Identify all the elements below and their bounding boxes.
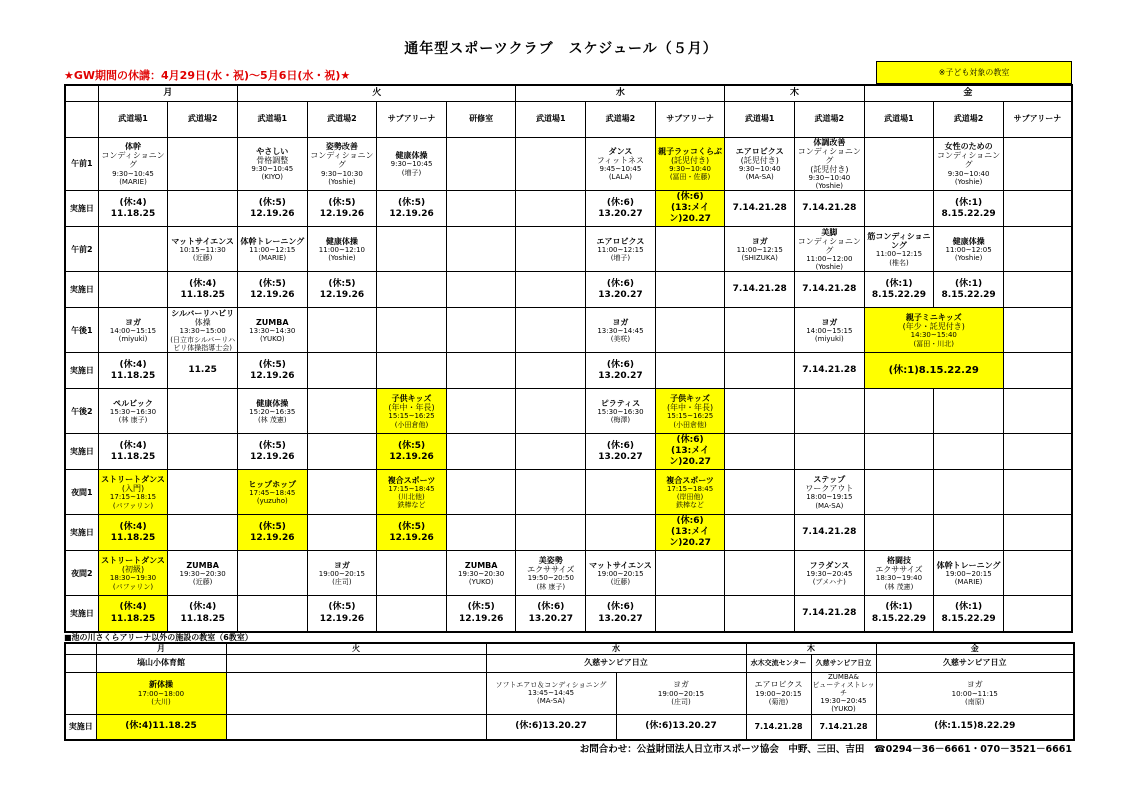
class-cell: エアロビクス 11:00~12:15 (増子) <box>586 227 656 272</box>
held-dates-cell <box>516 191 586 227</box>
held-dates-cell <box>377 272 447 308</box>
class-cell: ヨガ 14:00~15:15 (miyuki) <box>98 308 168 353</box>
class-cell: ヨガ 11:00~12:15 (SHIZUKA) <box>725 227 795 272</box>
class-cell <box>516 308 586 353</box>
class-cell <box>516 227 586 272</box>
held-dates-cell: (休:6) 13.20.27 <box>586 191 656 227</box>
class-cell <box>864 389 934 434</box>
class-cell: 姿勢改善 コンディショニング 9:30~10:30 (Yoshie) <box>307 137 377 191</box>
held-dates-cell: (休:1)8.15.22.29 <box>864 353 1003 389</box>
held-dates-cell <box>934 515 1004 551</box>
class-cell <box>1003 470 1072 515</box>
held-dates-cell: (休:5) 12.19.26 <box>307 596 377 632</box>
held-dates-cell: 7.14.21.28 <box>725 272 795 308</box>
class-cell: 健康体操 11:00~12:10 (Yoshie) <box>307 227 377 272</box>
held-dates-cell <box>446 191 516 227</box>
sub-held-mon: (休:4)11.18.25 <box>96 714 226 740</box>
held-dates-cell: (休:5) 12.19.26 <box>377 434 447 470</box>
held-dates-cell: (休:5) 12.19.26 <box>446 596 516 632</box>
class-cell <box>725 389 795 434</box>
held-dates-cell: (休:5) 12.19.26 <box>307 272 377 308</box>
class-cell <box>864 137 934 191</box>
held-dates-cell: (休:4) 11.18.25 <box>98 596 168 632</box>
row-label-am1: 午前1 <box>65 137 98 191</box>
held-dates-cell <box>168 191 238 227</box>
held-dates-cell <box>1003 596 1072 632</box>
class-cell: シルバーリハビリ 体操 13:30~15:00 (日立市シルバーリハ ビリ体操指導士会) <box>168 308 238 353</box>
held-dates-cell <box>1003 191 1072 227</box>
class-cell <box>307 308 377 353</box>
held-dates-cell: (休:1) 8.15.22.29 <box>864 596 934 632</box>
held-dates-cell: (休:5) 12.19.26 <box>237 353 307 389</box>
row-label-held: 実施日 <box>65 191 98 227</box>
held-dates-cell: (休:6) (13:メイン)20.27 <box>655 191 725 227</box>
venue-header: 武道場2 <box>795 101 865 137</box>
day-header-wed: 水 <box>516 85 725 101</box>
held-dates-cell <box>1003 353 1072 389</box>
class-cell: マットサイエンス 10:15~11:30 (近藤) <box>168 227 238 272</box>
venue-header: 武道場2 <box>168 101 238 137</box>
class-cell <box>168 470 238 515</box>
class-cell: 複合スポーツ 17:15~18:45 (川北他) 鉄棒など <box>377 470 447 515</box>
held-dates-cell: (休:6) 13.20.27 <box>586 596 656 632</box>
class-cell <box>446 308 516 353</box>
page-title: 通年型スポーツクラブ スケジュール（５月） <box>404 41 718 57</box>
held-dates-cell: 7.14.21.28 <box>795 596 865 632</box>
class-cell <box>446 137 516 191</box>
held-dates-cell: (休:4) 11.18.25 <box>98 434 168 470</box>
class-cell: ダンス フィットネス 9:45~10:45 (LALA) <box>586 137 656 191</box>
held-dates-cell: (休:5) 12.19.26 <box>237 434 307 470</box>
held-dates-cell: (休:5) 12.19.26 <box>307 191 377 227</box>
venue-header: 武道場2 <box>934 101 1004 137</box>
held-dates-cell: (休:4) 11.18.25 <box>98 191 168 227</box>
row-label-am2: 午前2 <box>65 227 98 272</box>
class-cell <box>725 308 795 353</box>
class-cell: ZUMBA 19:30~20:30 (近藤) <box>168 551 238 596</box>
class-cell <box>795 389 865 434</box>
held-dates-cell: (休:6) (13:メイン)20.27 <box>655 515 725 551</box>
held-dates-cell <box>168 434 238 470</box>
class-cell <box>934 389 1004 434</box>
other-venues-table <box>64 642 1075 741</box>
held-dates-cell: 7.14.21.28 <box>795 353 865 389</box>
sub-venue-thu2: 久慈サンピア日立 <box>811 654 876 672</box>
sub-held-thu2: 7.14.21.28 <box>811 714 876 740</box>
held-dates-cell <box>1003 434 1072 470</box>
class-cell: 体調改善 コンディショニング (託児付き) 9:30~10:40 (Yoshie) <box>795 137 865 191</box>
sub-class-thu1: エアロビクス 19:00~20:15 (菊池) <box>746 672 811 714</box>
class-cell <box>516 389 586 434</box>
venue-header: 武道場1 <box>98 101 168 137</box>
class-cell: ヒップホップ 17:45~18:45 (yuzuho) <box>237 470 307 515</box>
class-cell: 子供キッズ (年中・年長) 15:15~16:25 (小田倉他) <box>377 389 447 434</box>
held-dates-cell: (休:6) 13.20.27 <box>586 434 656 470</box>
held-dates-cell: (休:1) 8.15.22.29 <box>934 272 1004 308</box>
class-cell: 体幹トレーニング 11:00~12:15 (MARIE) <box>237 227 307 272</box>
class-cell: ピラティス 15:30~16:30 (梅澤) <box>586 389 656 434</box>
sub-class-thu2: ZUMBA& ビューティストレッチ 19:30~20:45 (YUKO) <box>812 672 875 714</box>
class-cell: やさしい 骨格調整 9:30~10:45 (KIYO) <box>237 137 307 191</box>
held-dates-cell: 7.14.21.28 <box>725 191 795 227</box>
held-dates-cell <box>1003 515 1072 551</box>
contact-info: お問合わせ：公益財団法人日立市スポーツ協会 中野、三田、吉田 ☎0294－36－6661・070－3521－6661 <box>579 744 1072 755</box>
class-cell: 親子ミニキッズ (年少・託児付き) 14:30~15:40 (冨田・川北) <box>864 308 1003 353</box>
held-dates-cell <box>655 353 725 389</box>
row-label-eve2: 夜間2 <box>65 551 98 596</box>
held-dates-cell: 7.14.21.28 <box>795 515 865 551</box>
held-dates-cell <box>934 434 1004 470</box>
held-dates-cell: (休:5) 12.19.26 <box>377 515 447 551</box>
class-cell <box>446 227 516 272</box>
held-dates-cell: (休:6) 13.20.27 <box>586 272 656 308</box>
row-label-aft2: 午後2 <box>65 389 98 434</box>
row-label-held: 実施日 <box>65 434 98 470</box>
held-dates-cell <box>377 353 447 389</box>
row-label-eve1: 夜間1 <box>65 470 98 515</box>
held-dates-cell <box>168 515 238 551</box>
row-label-held: 実施日 <box>65 272 98 308</box>
class-cell: ヨガ 14:00~15:15 (miyuki) <box>795 308 865 353</box>
venue-header: 武道場1 <box>864 101 934 137</box>
held-dates-cell <box>725 434 795 470</box>
held-dates-cell <box>586 515 656 551</box>
held-dates-cell <box>446 272 516 308</box>
held-dates-cell: (休:1) 8.15.22.29 <box>864 272 934 308</box>
held-dates-cell <box>446 515 516 551</box>
day-header-tue: 火 <box>237 85 516 101</box>
sub-held-wed1: (休:6)13.20.27 <box>486 714 616 740</box>
class-cell: フラダンス 19:30~20:45 (ブメハナ) <box>795 551 865 596</box>
held-dates-cell <box>725 596 795 632</box>
class-cell: 子供キッズ (年中・年長) 15:15~16:25 (小田倉他) <box>655 389 725 434</box>
venue-header: サブアリーナ <box>377 101 447 137</box>
held-dates-cell <box>307 353 377 389</box>
held-dates-cell <box>795 434 865 470</box>
row-label-aft1: 午後1 <box>65 308 98 353</box>
other-venues-heading: ■池の川さくらアリーナ以外の施設の教室（6教室） <box>64 633 253 642</box>
held-dates-cell <box>446 353 516 389</box>
held-dates-cell: (休:1) 8.15.22.29 <box>934 191 1004 227</box>
class-cell <box>98 227 168 272</box>
sub-held-wed2: (休:6)13.20.27 <box>616 714 746 740</box>
held-dates-cell <box>864 515 934 551</box>
sub-class-mon: 新体操 17:00~18:00 (大川) <box>96 672 226 714</box>
class-cell <box>168 389 238 434</box>
venue-header: 武道場1 <box>516 101 586 137</box>
class-cell <box>655 551 725 596</box>
class-cell: 美姿勢 エクササイズ 19:50~20:50 (林 康子) <box>516 551 586 596</box>
sub-venue-wed: 久慈サンピア日立 <box>486 654 746 672</box>
day-header-fri: 金 <box>864 85 1072 101</box>
class-cell: ZUMBA 19:30~20:30 (YUKO) <box>446 551 516 596</box>
class-cell <box>934 470 1004 515</box>
held-dates-cell: (休:5) 12.19.26 <box>237 191 307 227</box>
class-cell: ストリートダンス (入門) 17:15~18:15 (パファリン) <box>98 470 168 515</box>
class-cell <box>516 470 586 515</box>
held-dates-cell <box>307 515 377 551</box>
class-cell <box>1003 227 1072 272</box>
held-dates-cell: 11.25 <box>168 353 238 389</box>
held-dates-cell <box>237 596 307 632</box>
held-dates-cell <box>377 596 447 632</box>
class-cell <box>655 227 725 272</box>
held-dates-cell: 7.14.21.28 <box>795 191 865 227</box>
class-cell: 健康体操 9:30~10:45 (増子) <box>377 137 447 191</box>
held-dates-cell: (休:5) 12.19.26 <box>377 191 447 227</box>
held-dates-cell: (休:4) 11.18.25 <box>168 272 238 308</box>
held-dates-cell: (休:5) 12.19.26 <box>237 272 307 308</box>
held-dates-cell <box>98 272 168 308</box>
class-cell <box>516 137 586 191</box>
class-cell: ZUMBA 13:30~14:30 (YUKO) <box>237 308 307 353</box>
day-header-mon: 月 <box>98 85 237 101</box>
class-cell <box>377 551 447 596</box>
class-cell: ヨガ 13:30~14:45 (美咲) <box>586 308 656 353</box>
class-cell <box>725 470 795 515</box>
class-cell <box>237 551 307 596</box>
sub-row-label-held: 実施日 <box>65 714 96 740</box>
gw-notice: ★GW期間の休講：4月29日(水・祝)～5月6日(水・祝)★ <box>64 69 351 82</box>
corner-cell <box>65 643 96 654</box>
sub-venue-thu1: 水木交流センター <box>746 654 811 672</box>
held-dates-cell: (休:6) 13.20.27 <box>516 596 586 632</box>
venue-header: サブアリーナ <box>655 101 725 137</box>
class-cell <box>586 470 656 515</box>
class-cell <box>864 470 934 515</box>
class-cell: ステップ ワークアウト 18:00~19:15 (MA-SA) <box>795 470 865 515</box>
venue-header: 武道場1 <box>237 101 307 137</box>
class-cell: 複合スポーツ 17:15~18:45 (岸田他) 鉄棒など <box>655 470 725 515</box>
class-cell: エアロビクス (託児付き) 9:30~10:40 (MA-SA) <box>725 137 795 191</box>
held-dates-cell <box>516 434 586 470</box>
class-cell: 親子ラッコくらぶ (託児付き) 9:30~10:40 (冨田・佐藤) <box>655 137 725 191</box>
class-cell <box>377 308 447 353</box>
class-cell <box>377 227 447 272</box>
class-cell: 健康体操 15:20~16:35 (林 茂憲) <box>237 389 307 434</box>
venue-header: 武道場1 <box>725 101 795 137</box>
sub-venue-fri: 久慈サンピア日立 <box>876 654 1074 672</box>
sub-class-fri: ヨガ 10:00~11:15 (南原) <box>876 672 1074 714</box>
class-cell: 美脚 コンディショニング 11:00~12:00 (Yoshie) <box>795 227 865 272</box>
venue-header: サブアリーナ <box>1003 101 1072 137</box>
sub-class-wed1: ソフトエアロ＆コンディショニング 13:45~14:45 (MA-SA) <box>486 672 616 714</box>
row-label-held: 実施日 <box>65 515 98 551</box>
sub-day-thu: 木 <box>746 643 876 654</box>
class-cell: 体幹トレーニング 19:00~20:15 (MARIE) <box>934 551 1004 596</box>
held-dates-cell <box>864 191 934 227</box>
schedule-table <box>64 84 1073 633</box>
class-cell: ヨガ 19:00~20:15 (庄司) <box>307 551 377 596</box>
class-cell: 格闘技 エクササイズ 18:30~19:40 (林 茂憲) <box>864 551 934 596</box>
held-dates-cell <box>655 596 725 632</box>
held-dates-cell: (休:4) 11.18.25 <box>98 353 168 389</box>
class-cell: ストリートダンス (初級) 18:30~19:30 (パファリン) <box>98 551 168 596</box>
class-cell <box>446 389 516 434</box>
held-dates-cell <box>725 353 795 389</box>
sub-venue-mon: 塙山小体育館 <box>96 654 226 672</box>
held-dates-cell <box>655 272 725 308</box>
held-dates-cell <box>516 272 586 308</box>
venue-header: 武道場2 <box>307 101 377 137</box>
row-label-held: 実施日 <box>65 353 98 389</box>
class-cell <box>307 470 377 515</box>
venue-header: 研修室 <box>446 101 516 137</box>
held-dates-cell <box>446 434 516 470</box>
held-dates-cell <box>1003 272 1072 308</box>
class-cell: ペルビック 15:30~16:30 (林 康子) <box>98 389 168 434</box>
class-cell <box>307 389 377 434</box>
held-dates-cell: (休:5) 12.19.26 <box>237 515 307 551</box>
held-dates-cell: (休:6) (13:メイン)20.27 <box>655 434 725 470</box>
class-cell: マットサイエンス 19:00~20:15 (近藤) <box>586 551 656 596</box>
class-cell <box>1003 137 1072 191</box>
held-dates-cell <box>864 434 934 470</box>
held-dates-cell: 7.14.21.28 <box>795 272 865 308</box>
held-dates-cell: (休:6) 13.20.27 <box>586 353 656 389</box>
held-dates-cell: (休:4) 11.18.25 <box>98 515 168 551</box>
held-dates-cell: (休:4) 11.18.25 <box>168 596 238 632</box>
class-cell <box>725 551 795 596</box>
sub-day-tue: 火 <box>226 643 486 654</box>
class-cell <box>446 470 516 515</box>
class-cell <box>1003 389 1072 434</box>
class-cell <box>1003 308 1072 353</box>
legend-children: ※子ども対象の教室 <box>876 61 1072 84</box>
day-header-thu: 木 <box>725 85 864 101</box>
class-cell <box>655 308 725 353</box>
sub-day-wed: 水 <box>486 643 746 654</box>
sub-day-mon: 月 <box>96 643 226 654</box>
held-dates-cell <box>516 515 586 551</box>
class-cell: 健康体操 11:00~12:05 (Yoshie) <box>934 227 1004 272</box>
corner-cell <box>65 101 98 137</box>
class-cell: 筋コンディショニング 11:00~12:15 (椎名) <box>864 227 934 272</box>
held-dates-cell <box>516 353 586 389</box>
sub-day-fri: 金 <box>876 643 1074 654</box>
venue-header: 武道場2 <box>586 101 656 137</box>
corner-cell <box>65 85 98 101</box>
class-cell: 体幹 コンディショニング 9:30~10:45 (MARIE) <box>98 137 168 191</box>
sub-held-fri: (休:1.15)8.22.29 <box>876 714 1074 740</box>
class-cell <box>1003 551 1072 596</box>
held-dates-cell: (休:1) 8.15.22.29 <box>934 596 1004 632</box>
held-dates-cell <box>307 434 377 470</box>
sub-class-wed2: ヨガ 19:00~20:15 (庄司) <box>616 672 746 714</box>
class-cell: 女性のための コンディショニング 9:30~10:40 (Yoshie) <box>934 137 1004 191</box>
class-cell <box>168 137 238 191</box>
sub-held-thu1: 7.14.21.28 <box>746 714 811 740</box>
row-label-held: 実施日 <box>65 596 98 632</box>
held-dates-cell <box>725 515 795 551</box>
